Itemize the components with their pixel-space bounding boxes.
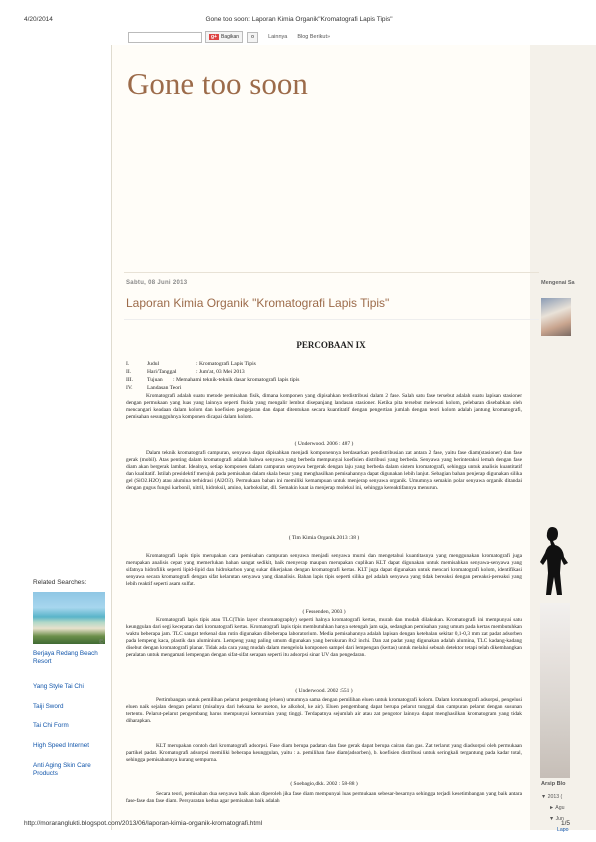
profile-photo[interactable] [541, 298, 571, 336]
more-toggle[interactable]: o [247, 32, 258, 43]
body-paragraph: KLT merupakan contoh dari kromatografi adsorpsi. Fase diam berupa padatan dan fase gerak dapat berupa cairan dan gas. Zat terlarut yang diadsorpsi oleh permukaan partikel padat. Kromatografi adsorpsi memiliki beberapa keunggulan, yaitu : a. pemilihan fase diam(adsorben), b. koefisien distribusi untuk seringkali tergantung pada kadar total, sehingga pemisahannya kurang sempurna. [126, 743, 522, 763]
divider [124, 272, 539, 273]
body-paragraph: Kromatografi lapis tipis merupakan cara pemisahan campuran senyawa menjadi senyawa murni dan mengetahui kuantitasnya yang menggunakan kromatografi juga merupakan analisis cepat yang memerlukan bahan sangat sedikit, baik menyerap maupun merupakan cuplikan KLT dapat digunakan untuk memisahkan senyawa-senyawa yang sifatnya hidrofilik seperti lipid-lipid dan hidrokarbon yang sukar dikerjakan dengan kromatografi kertas. KLT juga dapat digunakan untuk mencari kromatografi kolom, identifikasi senyawa secara kromatografi dengan sifat kelarutan senyawa yang dianalisis. Bahan lapis tipis seperti silika gel adalah senyawa yang tidak bereaksi dengan pereaksi-pereaksi yang lebih reaktif seperti asam sulfat. [126, 553, 522, 587]
archive-item[interactable]: ▼ 2013 ( [541, 794, 563, 800]
post-heading: PERCOBAAN IX [296, 340, 366, 350]
beach-thumbnail-image[interactable] [33, 592, 105, 644]
divider [124, 319, 539, 320]
related-link[interactable]: Tai Chi Form [33, 722, 69, 729]
meta-num: III. [126, 377, 133, 383]
body-paragraph: Kromatografi lapis tipis atau TLC(Thin layer chromatography) seperti halnya kromatografi kertas, murah dan mudah dilakukan. Kromatografi ini mempunyai satu keunggulan dari segi kecepatan dari kromatografi kertas. Kromatografi lapis tipis membutuhkan hanya setengah jam saja, sedangkan pemisahan yang umum pada kertas membutuhkan waktu beberapa jam. TLC sangat terkenal dan rutin digunakan dibeberapa laboratorium. Media pemisahannya adalah lapisan dengan ketebalan sekitar 0,1-0,3 mm zat padat adsorben pada lempeng kaca, plastik dan aluminium. Lempeng yang paling umum digunakan yang berukuran 8x2 inchi. Dan zat padat yang digunakan adalah alumina, TLC kadang-kadang disebut dengan kromatografi planar. Tidak ada cara yang mudah dalam mengelola komponen sampel dari lempengan (kertas) untuk melalui sebuah detektor tetapi telah dikembangkan peralatan untuk mengamati lempengan dengan sifat-sifat serapan seperti itu adsorpsi sinar UV dan pengedaran. [126, 617, 522, 658]
meta-label: Landasan Teori [147, 385, 182, 391]
citation: ( Fessenden, 2003 ) [302, 609, 346, 615]
page-number: 1/5 [561, 820, 571, 827]
profile-title: Mengenai Sa [541, 280, 575, 286]
meta-num: II. [126, 369, 132, 375]
copyright-icon: © [99, 640, 104, 646]
silhouette-figure-image [538, 525, 570, 600]
meta-num: IV. [126, 385, 133, 391]
meta-row [126, 369, 245, 375]
citation: ( Underwood. 2002 :551 ) [295, 688, 353, 694]
post-title[interactable]: Laporan Kimia Organik "Kromatografi Lapis Tipis" [126, 296, 390, 310]
body-paragraph: Secara teori, pemisahan dua senyawa baik akan diperoleh jika fase diam mempunyai luas permukaan sebesar-besarnya sehingga terjadi kesetimbangan yang baik antara fase-fase dan fase diam. Persyaratan kedua agar pemisahan baik adalah [126, 791, 522, 804]
print-url: http://moraranglukti.blogspot.com/2013/06/laporan-kimia-organik-kromatografi.html [24, 820, 263, 827]
body-paragraph: Dalam teknik kromatografi campuran, senyawa dapat dipisahkan menjadi komponennya berdasarkan pendistribusian zat antara 2 fase, yaitu fase diam(stasioner) dan fase gerak (mobil). Atas penting dalam kromatografi adalah bahwa senyawa yang berbeda mempunyai koefisien distribusi yang berbeda. Senyawa yang berinteraksi lemah dengan fase diam akan bergerak lambat. Idealnya, setiap komponen dalam campuran senyawa bergerak dengan laju yang berbeda dalam sistem kromatografi, sehingga untuk analisis kuantitatif dan kualitatif. Istilah presidektif merujuk pada pemisahan dalam skala besar yang menghasilkan pemisahannya dapat digunakan lebih lanjut. Sebagian bahan penjerap digunakan silika gel (SiO2.H2O) atau alumina terhidrasi (Al2O3). Permukaan bahan ini memiliki kemampuan untuk menjerap senyawa organik. Umumnya semakin polar senyawa organik ditandai dengan gugus fungsi karbonil, nitril, hidroksil, amino, karboksilat, dll. Semakin kuat ia menjerap molekul ini, sehingga kereaktifannya menurun. [126, 450, 522, 491]
blogger-navbar [128, 30, 580, 44]
meta-label: Hari/Tanggal [147, 369, 177, 375]
archive-title: Arsip Blo [541, 781, 566, 787]
citation: ( Underwood. 2006 : 487 ) [294, 441, 354, 447]
meta-row [126, 385, 181, 391]
google-plus-icon: g+ [211, 34, 217, 40]
related-link[interactable]: Anti Aging Skin Care Products [33, 762, 91, 777]
meta-label: Tujuan [147, 377, 163, 383]
photo-image [540, 603, 570, 778]
related-link[interactable]: High Speed Internet [33, 742, 90, 749]
google-share-button[interactable] [205, 31, 243, 43]
next-blog-link[interactable]: Blog Berikut» [297, 34, 331, 40]
more-link[interactable]: Lainnya [268, 34, 288, 40]
meta-row [126, 361, 256, 367]
post-date: Sabtu, 08 Juni 2013 [126, 280, 188, 286]
meta-value: : Kromatografi Lapis Tipis [196, 361, 256, 367]
archive-item[interactable]: Lapo [557, 827, 569, 833]
related-link[interactable]: Taiji Sword [33, 703, 64, 710]
body-paragraph: Kromatografi adalah suatu metode pemisahan fisik, dimana komponen yang dipisahkan terdistribusi dalam 2 fase. Salah satu fase tersebut adalah suatu lapisan stasioner dengan permukaan yang luas yang lainnya seperti fluida yang mengalir lembut disepanjang landasan stasioner. Ketika pita tersebut melewati kolom, pelebaran disebabkan oleh mencangari keadaan dalam kolom dan koefisien pengejaran dan dapat ditentukan secara kuantitatif dengan pengertian jumlah dengan teori kolom adalah jantung kromatografi, pemisahan sesungguhnya komponen dicapai dalam kolom. [126, 393, 522, 420]
meta-row [126, 377, 299, 383]
citation: ( Tim Kimia Organik.2013 :38 ) [288, 535, 360, 541]
related-link[interactable]: Berjaya Redang Beach Resort [33, 650, 98, 665]
body-paragraph: Pertimbangan untuk pemilihan pelarut pengembang (eluen) umumnya sama dengan pemilihan eluen untuk kromatografi kolom. Dalam kromatografi adsorpsi, pengelusi eluen naik sejalan dengan pelarut (misalnya dari heksana ke aseton, ke alkohol, ke air). Eluen pengembang dapat berupa pelarut tunggal dan campuran pelarut dengan susunan tertentu. Pelarut-pelarut pengembang harus mempunyai kemurnian yang tinggi. Terdapatnya sejumlah air atau zat pengotor lainnya dapat menghasilkan kromatogram yang tidak diharapkan. [126, 697, 522, 724]
blog-title[interactable]: Gone too soon [127, 66, 308, 101]
citation: ( Soebagio,dkk. 2002 : 58-88 ) [290, 781, 358, 787]
print-date: 4/20/2014 [24, 16, 53, 23]
search-input[interactable] [128, 32, 202, 43]
archive-item[interactable]: ▼ Jun [549, 816, 564, 822]
meta-value: : Jum'at, 03 Mei 2013 [196, 369, 245, 375]
related-title: Related Searches: [33, 579, 87, 586]
meta-value: : Memahami teknik-teknik dasar kromatografi lapis tipis [173, 377, 300, 383]
archive-item[interactable]: ► Agu [549, 805, 565, 811]
related-link[interactable]: Yang Style Tai Chi [33, 683, 84, 690]
meta-label: Judul [147, 361, 160, 367]
share-label: Bagikan [220, 34, 240, 40]
meta-num: I. [126, 361, 130, 367]
print-title: Gone too soon: Laporan Kimia Organik"Kromatografi Lapis Tipis" [205, 16, 393, 23]
